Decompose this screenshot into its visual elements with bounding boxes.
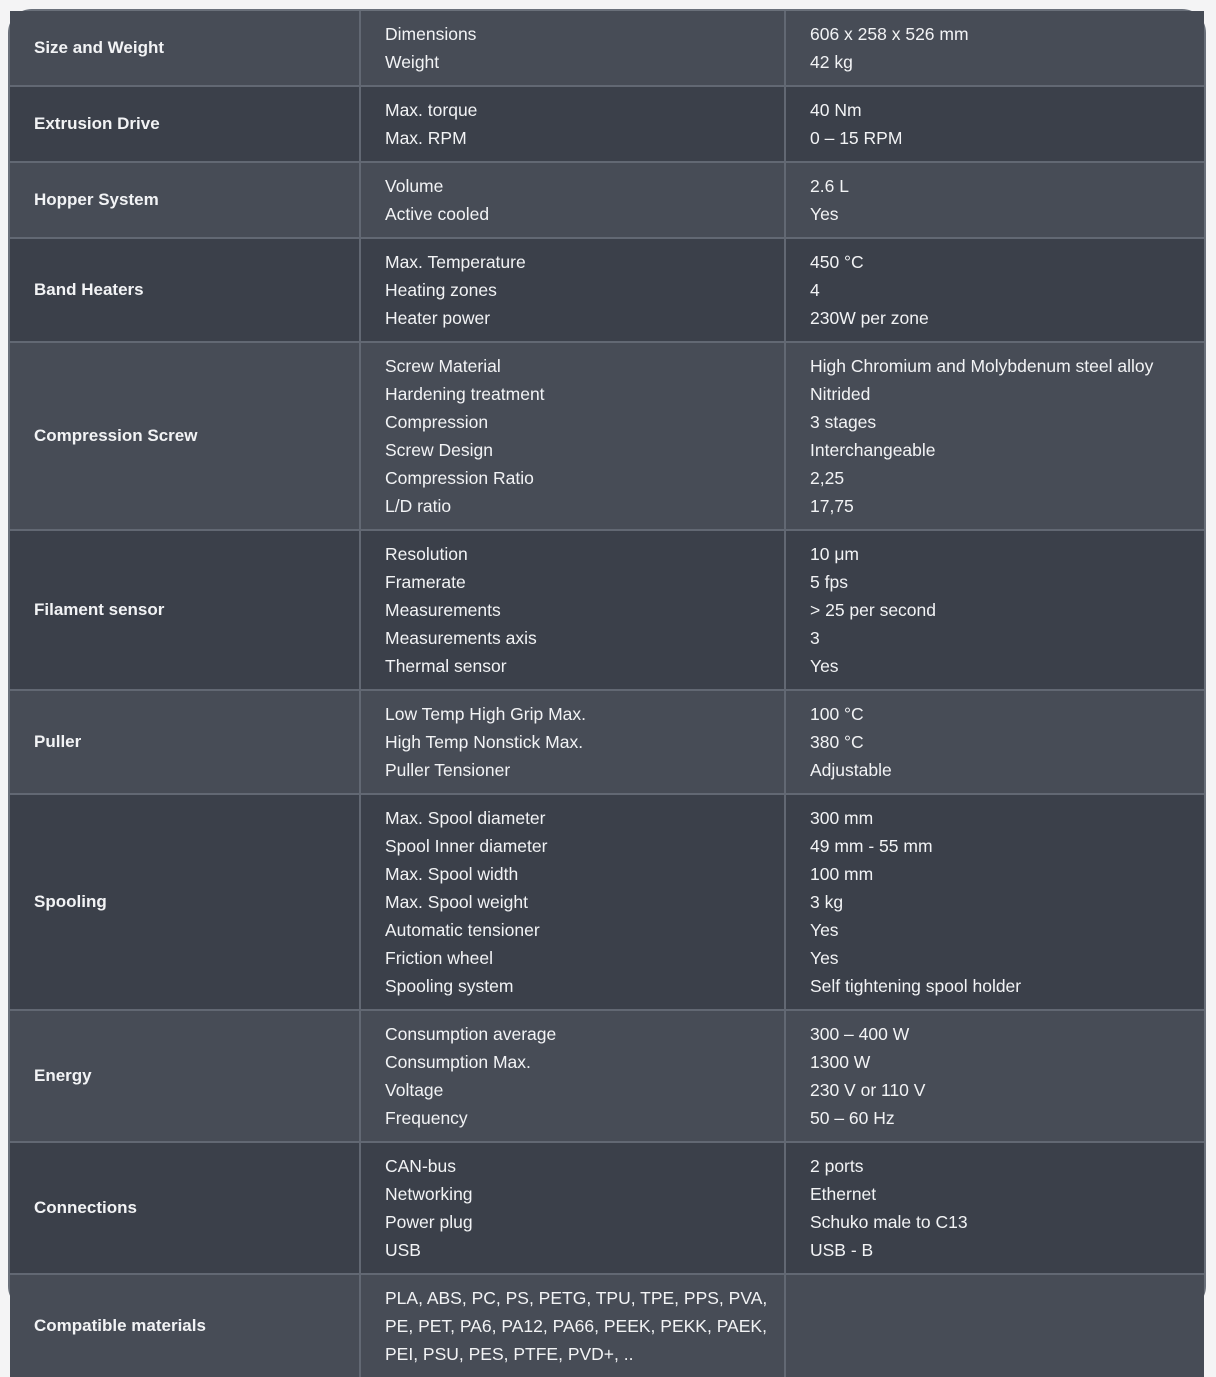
spec-value: 100 mm (810, 864, 874, 884)
spec-value: 4 (810, 280, 820, 300)
spec-category: Band Heaters (10, 238, 360, 342)
spec-values (785, 1010, 1204, 1142)
spec-row (10, 794, 1204, 1010)
spec-property-label: PE, PET, PA6, PA12, PA66, PEEK, PEKK, PAEK, (385, 1316, 767, 1336)
spec-property-label: PEI, PSU, PES, PTFE, PVD+, .. (385, 1344, 634, 1364)
spec-values (785, 794, 1204, 1010)
spec-value: Schuko male to C13 (810, 1212, 968, 1232)
spec-property-label: PLA, ABS, PC, PS, PETG, TPU, TPE, PPS, PVA, (385, 1288, 768, 1308)
spec-property-label: Compression Ratio (385, 468, 534, 488)
spec-category: Compression Screw (10, 342, 360, 530)
spec-value: Yes (810, 204, 839, 224)
spec-property-label: Max. Temperature (385, 252, 526, 272)
spec-table-card (8, 9, 1206, 1364)
spec-value: Ethernet (810, 1184, 877, 1204)
spec-property-label: Heater power (385, 308, 491, 328)
spec-row (10, 238, 1204, 342)
spec-values (785, 342, 1204, 530)
spec-values (785, 86, 1204, 162)
spec-values (785, 1274, 1204, 1377)
spec-category: Extrusion Drive (10, 86, 360, 162)
spec-property-label: CAN-bus (385, 1156, 456, 1176)
spec-row (10, 11, 1204, 86)
spec-property-label: Friction wheel (385, 948, 493, 968)
spec-value: 300 mm (810, 808, 874, 828)
spec-value: 40 Nm (810, 100, 862, 120)
spec-properties (360, 1274, 785, 1377)
spec-row (10, 690, 1204, 794)
spec-property-label: Framerate (385, 572, 466, 592)
spec-value: 2.6 L (810, 176, 849, 196)
spec-property-label: Spooling system (385, 976, 514, 996)
spec-value: USB - B (810, 1240, 874, 1260)
spec-property-label: Puller Tensioner (385, 760, 511, 780)
spec-value: 10 μm (810, 544, 859, 564)
spec-property-label: Frequency (385, 1108, 468, 1128)
spec-row (10, 342, 1204, 530)
spec-properties (360, 1010, 785, 1142)
spec-value: 5 fps (810, 572, 848, 592)
spec-property-label: Hardening treatment (385, 384, 545, 404)
spec-values (785, 1142, 1204, 1274)
spec-property-label: Max. Spool diameter (385, 808, 546, 828)
spec-property-label: High Temp Nonstick Max. (385, 732, 584, 752)
spec-properties (360, 162, 785, 238)
spec-values (785, 530, 1204, 690)
spec-property-label: Volume (385, 176, 444, 196)
spec-category: Size and Weight (10, 11, 360, 86)
spec-value: 50 – 60 Hz (810, 1108, 895, 1128)
spec-value: Yes (810, 656, 839, 676)
spec-values (785, 238, 1204, 342)
spec-property-label: Low Temp High Grip Max. (385, 704, 587, 724)
spec-value: Self tightening spool holder (810, 976, 1022, 996)
spec-row (10, 162, 1204, 238)
spec-values (785, 162, 1204, 238)
spec-row (10, 1010, 1204, 1142)
spec-property-label: Measurements (385, 600, 501, 620)
spec-property-label: Max. Spool width (385, 864, 519, 884)
spec-properties (360, 794, 785, 1010)
spec-value: High Chromium and Molybdenum steel alloy (810, 356, 1154, 376)
spec-property-label: Screw Design (385, 440, 493, 460)
spec-property-label: USB (385, 1240, 421, 1260)
spec-properties (360, 86, 785, 162)
spec-category: Puller (10, 690, 360, 794)
spec-value: 49 mm - 55 mm (810, 836, 933, 856)
spec-category: Compatible materials (10, 1274, 360, 1377)
spec-value: 450 °C (810, 252, 864, 272)
spec-value: Yes (810, 948, 839, 968)
spec-properties (360, 1142, 785, 1274)
spec-property-label: Power plug (385, 1212, 473, 1232)
spec-property-label: Max. RPM (385, 128, 467, 148)
spec-properties (360, 11, 785, 86)
spec-value: 3 (810, 628, 820, 648)
spec-property-label: L/D ratio (385, 496, 452, 516)
spec-property-label: Max. Spool weight (385, 892, 528, 912)
spec-property-label: Thermal sensor (385, 656, 507, 676)
spec-table (10, 11, 1204, 1377)
spec-property-label: Screw Material (385, 356, 501, 376)
spec-value: 2,25 (810, 468, 845, 488)
spec-value: Nitrided (810, 384, 871, 404)
spec-property-label: Consumption Max. (385, 1052, 531, 1072)
spec-property-label: Resolution (385, 544, 468, 564)
spec-category: Filament sensor (10, 530, 360, 690)
spec-value: 17,75 (810, 496, 854, 516)
spec-property-label: Compression (385, 412, 489, 432)
spec-row (10, 86, 1204, 162)
spec-property-label: Max. torque (385, 100, 478, 120)
spec-value: 42 kg (810, 52, 853, 72)
spec-row (10, 1142, 1204, 1274)
spec-table-body (10, 11, 1204, 1377)
spec-value: Yes (810, 920, 839, 940)
spec-properties (360, 238, 785, 342)
spec-properties (360, 690, 785, 794)
spec-value: 230W per zone (810, 308, 929, 328)
spec-properties (360, 530, 785, 690)
spec-property-label: Voltage (385, 1080, 444, 1100)
spec-category: Hopper System (10, 162, 360, 238)
spec-property-label: Active cooled (385, 204, 490, 224)
spec-value: Adjustable (810, 760, 892, 780)
spec-property-label: Networking (385, 1184, 473, 1204)
spec-property-label: Measurements axis (385, 628, 537, 648)
spec-value: 300 – 400 W (810, 1024, 910, 1044)
spec-property-label: Consumption average (385, 1024, 557, 1044)
spec-property-label: Spool Inner diameter (385, 836, 548, 856)
spec-value: Interchangeable (810, 440, 936, 460)
spec-values (785, 690, 1204, 794)
spec-property-label: Heating zones (385, 280, 497, 300)
spec-row (10, 530, 1204, 690)
spec-property-label: Dimensions (385, 24, 477, 44)
spec-property-label: Weight (385, 52, 440, 72)
spec-properties (360, 342, 785, 530)
spec-value: 0 – 15 RPM (810, 128, 903, 148)
spec-value: 3 kg (810, 892, 844, 912)
spec-value: 380 °C (810, 732, 864, 752)
spec-value: 606 x 258 x 526 mm (810, 24, 969, 44)
spec-value: 100 °C (810, 704, 864, 724)
spec-value: 2 ports (810, 1156, 864, 1176)
spec-value: 230 V or 110 V (810, 1080, 926, 1100)
spec-value: 3 stages (810, 412, 877, 432)
spec-property-label: Automatic tensioner (385, 920, 540, 940)
spec-value: > 25 per second (810, 600, 936, 620)
spec-category: Energy (10, 1010, 360, 1142)
spec-category: Connections (10, 1142, 360, 1274)
spec-row (10, 1274, 1204, 1377)
spec-values (785, 11, 1204, 86)
spec-value: 1300 W (810, 1052, 871, 1072)
spec-category: Spooling (10, 794, 360, 1010)
